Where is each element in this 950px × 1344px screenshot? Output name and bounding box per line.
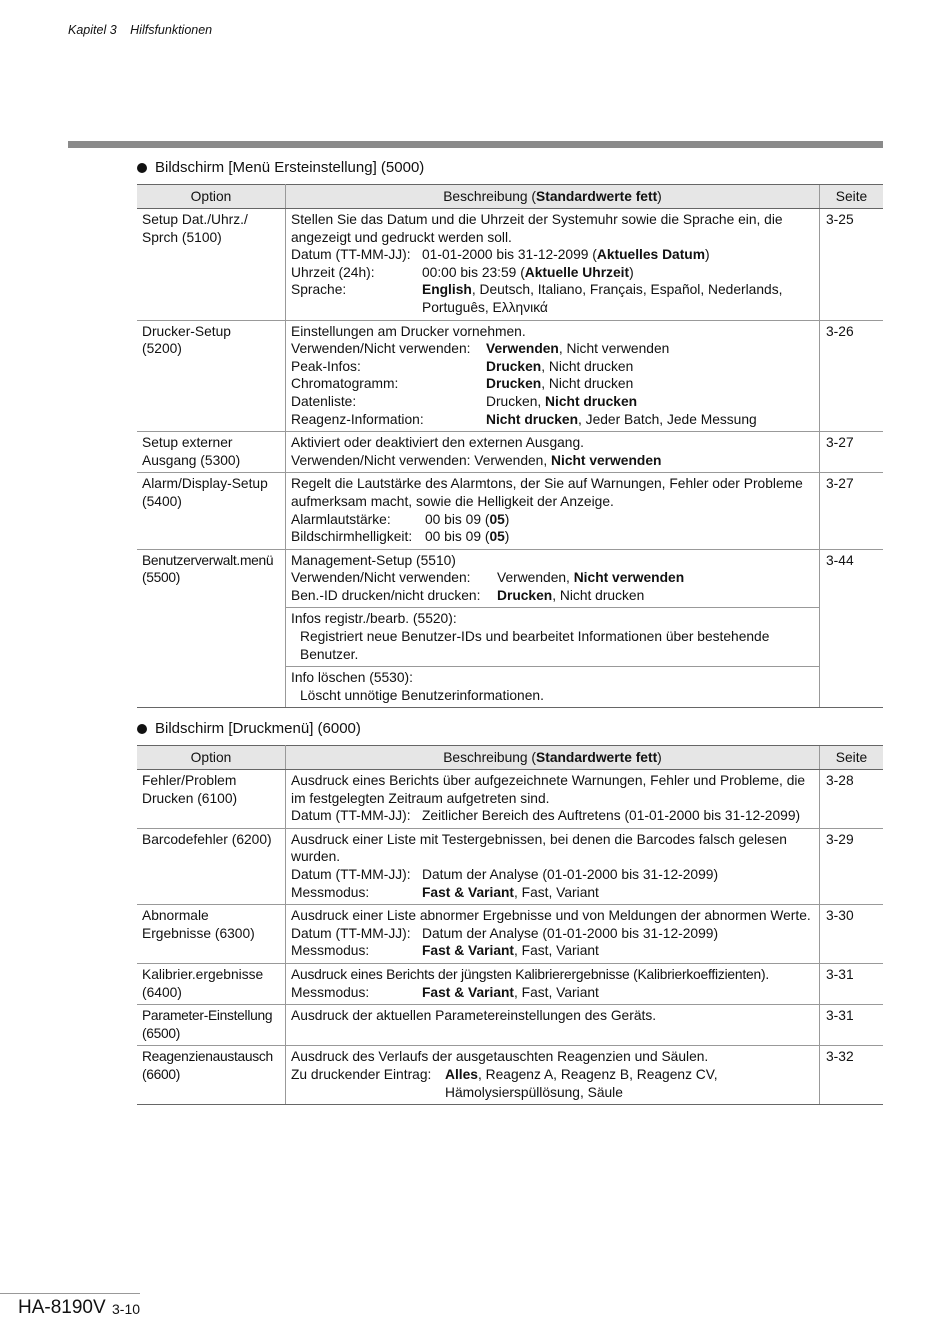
footer-rule — [0, 1293, 140, 1294]
subsection-delete-info: Info löschen (5530): Löscht unnötige Benutzerinformationen. — [286, 666, 819, 704]
section-title: Bildschirm [Druckmenü] (6000) — [137, 717, 883, 741]
description-cell: Ausdruck des Verlaufs der ausgetauschten Reagenzien und Säulen. Zu druckender Eintrag: Alles, Reagenz A, Reagenz B, Reagenz CV, Hämolysierspüllösung, Säule — [286, 1046, 820, 1105]
table-header-row — [137, 185, 883, 209]
settings-table — [137, 184, 883, 708]
description-cell: Aktiviert oder deaktiviert den externen Ausgang. Verwenden/Nicht verwenden: Verwenden, Nicht verwenden — [286, 432, 820, 473]
page-ref: 3-25 — [820, 209, 884, 321]
section-initial-settings — [137, 156, 883, 708]
option-cell: Barcodefehler (6200) — [137, 828, 286, 904]
option-cell: Drucker-Setup (5200) — [137, 320, 286, 432]
option-cell: Parameter-Einstellung (6500) — [137, 1005, 286, 1046]
column-header-option: Option — [137, 185, 286, 209]
option-cell: Abnormale Ergebnisse (6300) — [137, 905, 286, 964]
description-cell: Ausdruck einer Liste mit Testergebnissen, bei denen die Barcodes falsch gelesen wurden. Datum (TT-MM-JJ): Datum der Analyse (01-01-2000 bis 31-12-2099) Messmodus: Fast & Variant, Fast, Variant — [286, 828, 820, 904]
page-ref: 3-31 — [820, 1005, 884, 1046]
page-ref: 3-30 — [820, 905, 884, 964]
option-cell: Setup Dat./Uhrz./ Sprch (5100) — [137, 209, 286, 321]
table-row — [137, 549, 883, 708]
table-row — [137, 828, 883, 904]
description-cell: Ausdruck eines Berichts der jüngsten Kalibrierergebnisse (Kalibrierkoeffizienten). Messmodus: Fast & Variant, Fast, Variant — [286, 963, 820, 1004]
bullet-icon — [137, 163, 147, 173]
page-ref: 3-31 — [820, 963, 884, 1004]
table-header-row — [137, 746, 883, 770]
option-cell: Fehler/Problem Drucken (6100) — [137, 770, 286, 829]
bullet-icon — [137, 724, 147, 734]
print-table — [137, 745, 883, 1105]
page-ref: 3-27 — [820, 432, 884, 473]
table-row — [137, 320, 883, 432]
page-ref: 3-32 — [820, 1046, 884, 1105]
page-header — [68, 23, 222, 37]
page-ref: 3-28 — [820, 770, 884, 829]
option-cell: Reagenzienaustausch (6600) — [137, 1046, 286, 1105]
option-cell: Benutzerverwalt.menü (5500) — [137, 549, 286, 708]
table-row — [137, 905, 883, 964]
option-cell: Alarm/Display-Setup (5400) — [137, 473, 286, 549]
description-cell: Einstellungen am Drucker vornehmen. Verwenden/Nicht verwenden: Verwenden, Nicht verwenden Peak-Infos: Drucken, Nicht drucken Chromatogramm: Drucken, Nicht drucken Datenliste: Drucken, Nicht drucken Reagenz-Information: Nicht drucken, Jeder Batch, Jede Messung — [286, 320, 820, 432]
section-title: Bildschirm [Menü Ersteinstellung] (5000) — [137, 156, 883, 180]
table-row — [137, 770, 883, 829]
column-header-option: Option — [137, 746, 286, 770]
table-row — [137, 432, 883, 473]
page-ref: 3-29 — [820, 828, 884, 904]
subsection-user-info: Infos registr./bearb. (5520): Registriert neue Benutzer-IDs und bearbeitet Informationen über bestehende Benutzer. — [286, 607, 819, 663]
section-rule — [68, 141, 883, 148]
page-ref: 3-27 — [820, 473, 884, 549]
option-cell: Setup externer Ausgang (5300) — [137, 432, 286, 473]
option-cell: Kalibrier.ergebnisse (6400) — [137, 963, 286, 1004]
description-cell: Management-Setup (5510) Verwenden/Nicht verwenden: Verwenden, Nicht verwenden Ben.-ID drucken/nicht drucken: Drucken, Nicht drucken Infos registr./bearb. (5520): Registriert neue Benutzer-IDs und bearbeitet Informationen über bestehende Benutzer. Info löschen (5530): Löscht unnötige Benutzerinformationen. — [286, 549, 820, 708]
chapter-label: Kapitel 3 — [68, 23, 117, 37]
table-row — [137, 1046, 883, 1105]
section-print-menu — [137, 717, 883, 1105]
page-ref: 3-26 — [820, 320, 884, 432]
footer-model: HA-8190V — [18, 1297, 106, 1318]
chapter-title: Hilfsfunktionen — [130, 23, 213, 37]
description-cell: Stellen Sie das Datum und die Uhrzeit der Systemuhr sowie die Sprache ein, die angezeigt und gedruckt werden soll. Datum (TT-MM-JJ): 01-01-2000 bis 31-12-2099 (Aktuelles Datum) Uhrzeit (24h): 00:00 bis 23:59 (Aktuelle Uhrzeit) Sprache: English, Deutsch, Italiano, Français, Español, Nederlands, Português, Ελληνικά — [286, 209, 820, 321]
description-cell: Ausdruck der aktuellen Parametereinstellungen des Geräts. — [286, 1005, 820, 1046]
column-header-description: Beschreibung (Standardwerte fett) — [286, 746, 820, 770]
column-header-page: Seite — [820, 746, 884, 770]
table-row — [137, 1005, 883, 1046]
footer-page-number: 3-10 — [112, 1301, 141, 1317]
description-cell: Ausdruck einer Liste abnormer Ergebnisse und von Meldungen der abnormen Werte. Datum (TT-MM-JJ): Datum der Analyse (01-01-2000 bis 31-12-2099) Messmodus: Fast & Variant, Fast, Variant — [286, 905, 820, 964]
table-row — [137, 963, 883, 1004]
page-ref: 3-44 — [820, 549, 884, 708]
description-cell: Regelt die Lautstärke des Alarmtons, der Sie auf Warnungen, Fehler oder Probleme aufmerksam macht, sowie die Helligkeit der Anzeige. Alarmlautstärke: 00 bis 09 (05) Bildschirmhelligkeit: 00 bis 09 (05) — [286, 473, 820, 549]
description-cell: Ausdruck eines Berichts über aufgezeichnete Warnungen, Fehler und Probleme, die im festgelegten Zeitraum aufgetreten sind. Datum (TT-MM-JJ): Zeitlicher Bereich des Auftretens (01-01-2000 bis 31-12-2099) — [286, 770, 820, 829]
column-header-description: Beschreibung (Standardwerte fett) — [286, 185, 820, 209]
column-header-page: Seite — [820, 185, 884, 209]
table-row — [137, 209, 883, 321]
table-row — [137, 473, 883, 549]
